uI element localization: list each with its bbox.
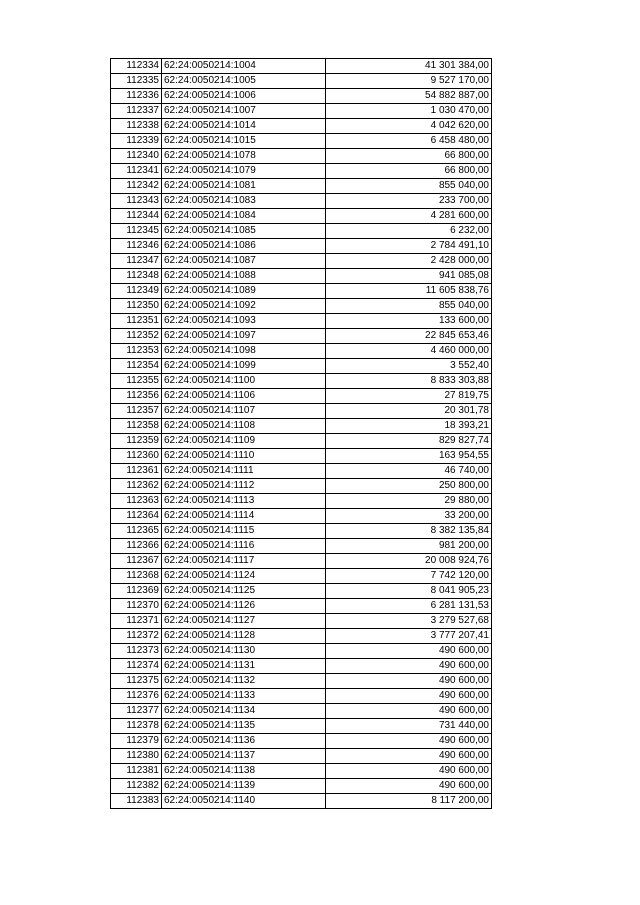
cadastral-number-cell: 62:24:0050214:1084 bbox=[162, 209, 326, 224]
row-number-cell: 112337 bbox=[111, 104, 162, 119]
cadastral-number-cell: 62:24:0050214:1111 bbox=[162, 464, 326, 479]
table-row bbox=[111, 164, 492, 179]
row-number-cell: 112375 bbox=[111, 674, 162, 689]
table-row bbox=[111, 329, 492, 344]
cadastral-number-cell: 62:24:0050214:1079 bbox=[162, 164, 326, 179]
cadastral-number-cell: 62:24:0050214:1014 bbox=[162, 119, 326, 134]
row-number-cell: 112335 bbox=[111, 74, 162, 89]
row-number-cell: 112379 bbox=[111, 734, 162, 749]
table-row bbox=[111, 749, 492, 764]
value-cell: 490 600,00 bbox=[326, 674, 492, 689]
table-row bbox=[111, 629, 492, 644]
row-number-cell: 112367 bbox=[111, 554, 162, 569]
value-cell: 731 440,00 bbox=[326, 719, 492, 734]
value-cell: 6 458 480,00 bbox=[326, 134, 492, 149]
row-number-cell: 112354 bbox=[111, 359, 162, 374]
table-row bbox=[111, 269, 492, 284]
row-number-cell: 112351 bbox=[111, 314, 162, 329]
cadastral-number-cell: 62:24:0050214:1098 bbox=[162, 344, 326, 359]
row-number-cell: 112377 bbox=[111, 704, 162, 719]
table-row bbox=[111, 239, 492, 254]
value-cell: 490 600,00 bbox=[326, 689, 492, 704]
value-cell: 490 600,00 bbox=[326, 704, 492, 719]
row-number-cell: 112383 bbox=[111, 794, 162, 809]
row-number-cell: 112382 bbox=[111, 779, 162, 794]
cadastral-number-cell: 62:24:0050214:1089 bbox=[162, 284, 326, 299]
table-row bbox=[111, 344, 492, 359]
row-number-cell: 112347 bbox=[111, 254, 162, 269]
value-cell: 29 880,00 bbox=[326, 494, 492, 509]
table-row bbox=[111, 299, 492, 314]
cadastral-number-cell: 62:24:0050214:1127 bbox=[162, 614, 326, 629]
cadastral-number-cell: 62:24:0050214:1086 bbox=[162, 239, 326, 254]
table-row bbox=[111, 359, 492, 374]
value-cell: 490 600,00 bbox=[326, 734, 492, 749]
value-cell: 8 833 303,88 bbox=[326, 374, 492, 389]
cadastral-number-cell: 62:24:0050214:1007 bbox=[162, 104, 326, 119]
table-row bbox=[111, 764, 492, 779]
cadastral-number-cell: 62:24:0050214:1130 bbox=[162, 644, 326, 659]
row-number-cell: 112381 bbox=[111, 764, 162, 779]
table-row bbox=[111, 149, 492, 164]
value-cell: 2 428 000,00 bbox=[326, 254, 492, 269]
cadastral-number-cell: 62:24:0050214:1138 bbox=[162, 764, 326, 779]
cadastral-number-cell: 62:24:0050214:1125 bbox=[162, 584, 326, 599]
value-cell: 855 040,00 bbox=[326, 179, 492, 194]
cadastral-number-cell: 62:24:0050214:1004 bbox=[162, 59, 326, 74]
value-cell: 46 740,00 bbox=[326, 464, 492, 479]
cadastral-number-cell: 62:24:0050214:1100 bbox=[162, 374, 326, 389]
cadastral-number-cell: 62:24:0050214:1140 bbox=[162, 794, 326, 809]
value-cell: 33 200,00 bbox=[326, 509, 492, 524]
table-row bbox=[111, 464, 492, 479]
value-cell: 250 800,00 bbox=[326, 479, 492, 494]
row-number-cell: 112338 bbox=[111, 119, 162, 134]
cadastral-number-cell: 62:24:0050214:1087 bbox=[162, 254, 326, 269]
table-row bbox=[111, 224, 492, 239]
cadastral-number-cell: 62:24:0050214:1128 bbox=[162, 629, 326, 644]
document-page bbox=[110, 58, 491, 809]
row-number-cell: 112349 bbox=[111, 284, 162, 299]
row-number-cell: 112353 bbox=[111, 344, 162, 359]
value-cell: 4 281 600,00 bbox=[326, 209, 492, 224]
row-number-cell: 112360 bbox=[111, 449, 162, 464]
row-number-cell: 112359 bbox=[111, 434, 162, 449]
cadastral-number-cell: 62:24:0050214:1092 bbox=[162, 299, 326, 314]
row-number-cell: 112355 bbox=[111, 374, 162, 389]
cadastral-number-cell: 62:24:0050214:1124 bbox=[162, 569, 326, 584]
row-number-cell: 112336 bbox=[111, 89, 162, 104]
value-cell: 8 041 905,23 bbox=[326, 584, 492, 599]
table-row bbox=[111, 614, 492, 629]
table-row bbox=[111, 494, 492, 509]
cadastral-number-cell: 62:24:0050214:1081 bbox=[162, 179, 326, 194]
row-number-cell: 112342 bbox=[111, 179, 162, 194]
row-number-cell: 112350 bbox=[111, 299, 162, 314]
table-row bbox=[111, 104, 492, 119]
table-row bbox=[111, 119, 492, 134]
cadastral-number-cell: 62:24:0050214:1107 bbox=[162, 404, 326, 419]
cadastral-number-cell: 62:24:0050214:1005 bbox=[162, 74, 326, 89]
table-row bbox=[111, 689, 492, 704]
table-row bbox=[111, 314, 492, 329]
row-number-cell: 112366 bbox=[111, 539, 162, 554]
table-row bbox=[111, 89, 492, 104]
value-cell: 66 800,00 bbox=[326, 149, 492, 164]
value-cell: 8 117 200,00 bbox=[326, 794, 492, 809]
table-row bbox=[111, 584, 492, 599]
cadastral-number-cell: 62:24:0050214:1114 bbox=[162, 509, 326, 524]
value-cell: 163 954,55 bbox=[326, 449, 492, 464]
table-row bbox=[111, 509, 492, 524]
cadastral-number-cell: 62:24:0050214:1110 bbox=[162, 449, 326, 464]
row-number-cell: 112364 bbox=[111, 509, 162, 524]
row-number-cell: 112371 bbox=[111, 614, 162, 629]
table-row bbox=[111, 134, 492, 149]
value-cell: 66 800,00 bbox=[326, 164, 492, 179]
cadastral-number-cell: 62:24:0050214:1097 bbox=[162, 329, 326, 344]
value-cell: 11 605 838,76 bbox=[326, 284, 492, 299]
cadastral-number-cell: 62:24:0050214:1131 bbox=[162, 659, 326, 674]
row-number-cell: 112361 bbox=[111, 464, 162, 479]
cadastral-number-cell: 62:24:0050214:1139 bbox=[162, 779, 326, 794]
cadastral-number-cell: 62:24:0050214:1083 bbox=[162, 194, 326, 209]
table-row bbox=[111, 569, 492, 584]
value-cell: 54 882 887,00 bbox=[326, 89, 492, 104]
value-cell: 490 600,00 bbox=[326, 749, 492, 764]
table-row bbox=[111, 179, 492, 194]
row-number-cell: 112372 bbox=[111, 629, 162, 644]
cadastral-number-cell: 62:24:0050214:1106 bbox=[162, 389, 326, 404]
cadastral-number-cell: 62:24:0050214:1115 bbox=[162, 524, 326, 539]
cadastral-number-cell: 62:24:0050214:1006 bbox=[162, 89, 326, 104]
table-row bbox=[111, 74, 492, 89]
cadastral-number-cell: 62:24:0050214:1099 bbox=[162, 359, 326, 374]
table-row bbox=[111, 779, 492, 794]
table-row bbox=[111, 719, 492, 734]
table-row bbox=[111, 659, 492, 674]
table-row bbox=[111, 449, 492, 464]
row-number-cell: 112340 bbox=[111, 149, 162, 164]
value-cell: 490 600,00 bbox=[326, 644, 492, 659]
row-number-cell: 112362 bbox=[111, 479, 162, 494]
cadastral-number-cell: 62:24:0050214:1132 bbox=[162, 674, 326, 689]
value-cell: 941 085,08 bbox=[326, 269, 492, 284]
table-row bbox=[111, 404, 492, 419]
cadastral-number-cell: 62:24:0050214:1108 bbox=[162, 419, 326, 434]
table-row bbox=[111, 599, 492, 614]
cadastral-number-cell: 62:24:0050214:1078 bbox=[162, 149, 326, 164]
row-number-cell: 112348 bbox=[111, 269, 162, 284]
value-cell: 20 301,78 bbox=[326, 404, 492, 419]
table-row bbox=[111, 644, 492, 659]
value-cell: 233 700,00 bbox=[326, 194, 492, 209]
value-cell: 7 742 120,00 bbox=[326, 569, 492, 584]
row-number-cell: 112356 bbox=[111, 389, 162, 404]
row-number-cell: 112341 bbox=[111, 164, 162, 179]
value-cell: 3 552,40 bbox=[326, 359, 492, 374]
value-cell: 4 042 620,00 bbox=[326, 119, 492, 134]
cadastral-number-cell: 62:24:0050214:1116 bbox=[162, 539, 326, 554]
row-number-cell: 112345 bbox=[111, 224, 162, 239]
row-number-cell: 112376 bbox=[111, 689, 162, 704]
value-cell: 2 784 491,10 bbox=[326, 239, 492, 254]
value-cell: 855 040,00 bbox=[326, 299, 492, 314]
table-row bbox=[111, 794, 492, 809]
value-cell: 18 393,21 bbox=[326, 419, 492, 434]
cadastral-number-cell: 62:24:0050214:1109 bbox=[162, 434, 326, 449]
table-row bbox=[111, 674, 492, 689]
value-cell: 981 200,00 bbox=[326, 539, 492, 554]
table-row bbox=[111, 524, 492, 539]
table-row bbox=[111, 284, 492, 299]
cadastral-number-cell: 62:24:0050214:1126 bbox=[162, 599, 326, 614]
cadastral-number-cell: 62:24:0050214:1085 bbox=[162, 224, 326, 239]
row-number-cell: 112368 bbox=[111, 569, 162, 584]
row-number-cell: 112343 bbox=[111, 194, 162, 209]
value-cell: 22 845 653,46 bbox=[326, 329, 492, 344]
cadastral-number-cell: 62:24:0050214:1133 bbox=[162, 689, 326, 704]
row-number-cell: 112369 bbox=[111, 584, 162, 599]
table-row bbox=[111, 209, 492, 224]
table-row bbox=[111, 434, 492, 449]
value-cell: 490 600,00 bbox=[326, 764, 492, 779]
value-cell: 6 281 131,53 bbox=[326, 599, 492, 614]
value-cell: 9 527 170,00 bbox=[326, 74, 492, 89]
row-number-cell: 112346 bbox=[111, 239, 162, 254]
row-number-cell: 112357 bbox=[111, 404, 162, 419]
table-row bbox=[111, 539, 492, 554]
table-row bbox=[111, 479, 492, 494]
row-number-cell: 112339 bbox=[111, 134, 162, 149]
row-number-cell: 112344 bbox=[111, 209, 162, 224]
row-number-cell: 112352 bbox=[111, 329, 162, 344]
table-row bbox=[111, 704, 492, 719]
table-row bbox=[111, 554, 492, 569]
row-number-cell: 112380 bbox=[111, 749, 162, 764]
value-cell: 3 777 207,41 bbox=[326, 629, 492, 644]
value-cell: 27 819,75 bbox=[326, 389, 492, 404]
table-row bbox=[111, 389, 492, 404]
row-number-cell: 112365 bbox=[111, 524, 162, 539]
table-row bbox=[111, 419, 492, 434]
row-number-cell: 112334 bbox=[111, 59, 162, 74]
cadastral-number-cell: 62:24:0050214:1112 bbox=[162, 479, 326, 494]
value-cell: 133 600,00 bbox=[326, 314, 492, 329]
value-cell: 490 600,00 bbox=[326, 659, 492, 674]
row-number-cell: 112370 bbox=[111, 599, 162, 614]
row-number-cell: 112358 bbox=[111, 419, 162, 434]
cadastral-number-cell: 62:24:0050214:1135 bbox=[162, 719, 326, 734]
row-number-cell: 112378 bbox=[111, 719, 162, 734]
value-cell: 3 279 527,68 bbox=[326, 614, 492, 629]
table-row bbox=[111, 374, 492, 389]
value-cell: 6 232,00 bbox=[326, 224, 492, 239]
cadastral-number-cell: 62:24:0050214:1134 bbox=[162, 704, 326, 719]
value-cell: 20 008 924,76 bbox=[326, 554, 492, 569]
table-row bbox=[111, 254, 492, 269]
table-body bbox=[111, 59, 492, 809]
cadastral-number-cell: 62:24:0050214:1113 bbox=[162, 494, 326, 509]
cadastral-number-cell: 62:24:0050214:1088 bbox=[162, 269, 326, 284]
value-cell: 8 382 135,84 bbox=[326, 524, 492, 539]
row-number-cell: 112374 bbox=[111, 659, 162, 674]
value-cell: 4 460 000,00 bbox=[326, 344, 492, 359]
row-number-cell: 112363 bbox=[111, 494, 162, 509]
value-cell: 490 600,00 bbox=[326, 779, 492, 794]
cadastral-number-cell: 62:24:0050214:1117 bbox=[162, 554, 326, 569]
table-row bbox=[111, 59, 492, 74]
table-row bbox=[111, 194, 492, 209]
cadastral-number-cell: 62:24:0050214:1137 bbox=[162, 749, 326, 764]
cadastral-number-cell: 62:24:0050214:1093 bbox=[162, 314, 326, 329]
value-cell: 1 030 470,00 bbox=[326, 104, 492, 119]
value-cell: 829 827,74 bbox=[326, 434, 492, 449]
row-number-cell: 112373 bbox=[111, 644, 162, 659]
cadastral-number-cell: 62:24:0050214:1015 bbox=[162, 134, 326, 149]
cadastral-value-table bbox=[110, 58, 492, 809]
table-row bbox=[111, 734, 492, 749]
value-cell: 41 301 384,00 bbox=[326, 59, 492, 74]
cadastral-number-cell: 62:24:0050214:1136 bbox=[162, 734, 326, 749]
